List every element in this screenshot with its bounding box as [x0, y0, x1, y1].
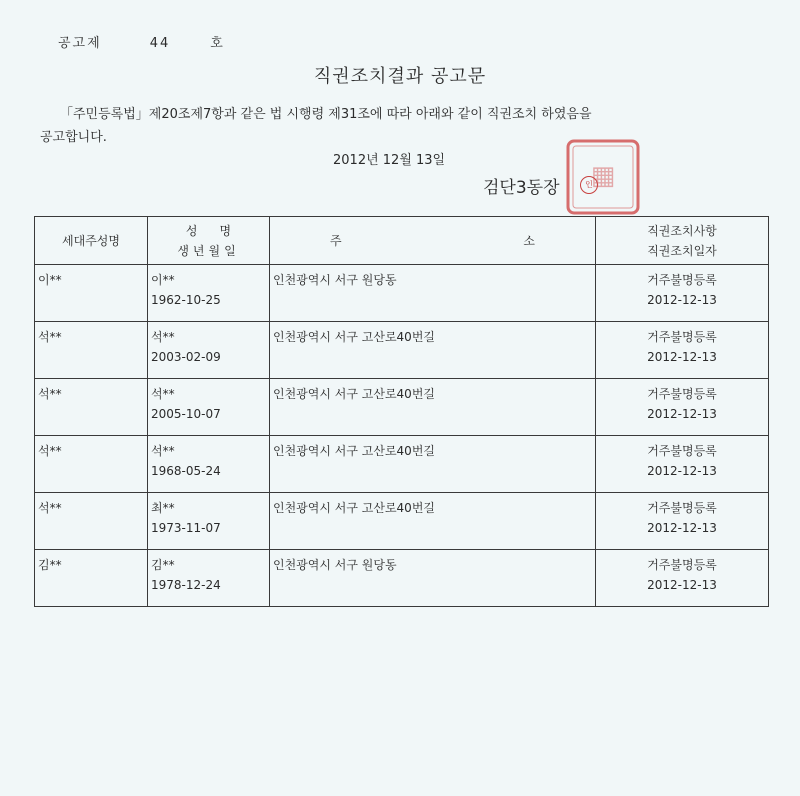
- col-head-date: 직권조치일자: [647, 243, 717, 258]
- col-head-householder: 세대주성명: [35, 217, 148, 265]
- address-cell: 인천광역시 서구 고산로40번길: [273, 330, 436, 344]
- table-row: [35, 265, 769, 322]
- name-dob-cell: 최** 1973-11-07: [151, 501, 221, 535]
- svg-text:▦: ▦: [590, 161, 616, 191]
- issuer-name: 검단3동장: [483, 178, 560, 198]
- action-date-cell: 거주불명등록 2012-12-13: [647, 444, 717, 478]
- address-cell: 인천광역시 서구 원당동: [273, 273, 397, 287]
- action-date-cell: 거주불명등록 2012-12-13: [647, 501, 717, 535]
- address-cell: 인천광역시 서구 고산로40번길: [273, 387, 436, 401]
- table-row: [35, 322, 769, 379]
- address-cell: 인천광역시 서구 고산로40번길: [273, 444, 436, 458]
- official-seal: [565, 138, 641, 216]
- notice-body-line-1: 「주민등록법」제20조제7항과 같은 법 시행령 제31조에 따라 아래와 같이 직권조치 하였음을: [60, 107, 592, 122]
- householder-cell: 김**: [38, 558, 62, 572]
- action-date-cell: 거주불명등록 2012-12-13: [647, 330, 717, 364]
- col-head-action-date: [596, 217, 769, 265]
- name-dob-cell: 석** 2005-10-07: [151, 387, 221, 421]
- notice-number: 44: [149, 36, 171, 51]
- table-row: [35, 436, 769, 493]
- table-row: [35, 550, 769, 607]
- col-head-action: 직권조치사항: [647, 223, 717, 238]
- table-header-row: [35, 217, 769, 265]
- name-dob-cell: 김** 1978-12-24: [151, 558, 221, 592]
- name-dob-cell: 석** 1968-05-24: [151, 444, 221, 478]
- householder-cell: 석**: [38, 444, 62, 458]
- name-dob-cell: 이** 1962-10-25: [151, 273, 221, 307]
- issuer-seal-mark: 인: [580, 176, 598, 194]
- householder-cell: 이**: [38, 273, 62, 287]
- document-title: 직권조치결과 공고문: [313, 66, 487, 87]
- address-cell: 인천광역시 서구 고산로40번길: [273, 501, 436, 515]
- table-row: [35, 379, 769, 436]
- name-dob-cell: 석** 2003-02-09: [151, 330, 221, 364]
- householder-cell: 석**: [38, 501, 62, 515]
- notice-date: 2012년 12월 13일: [333, 153, 446, 168]
- col-head-name-dob: [148, 217, 270, 265]
- col-head-name: 성명: [185, 223, 254, 238]
- notice-suffix: 호: [210, 36, 225, 51]
- col-head-dob: 생년월일: [177, 243, 240, 258]
- action-date-cell: 거주불명등록 2012-12-13: [647, 558, 717, 592]
- notice-label: 공고제: [58, 36, 102, 51]
- col-head-address: 주 소: [270, 217, 596, 265]
- action-date-cell: 거주불명등록 2012-12-13: [647, 273, 717, 307]
- result-table: [34, 216, 769, 607]
- notice-body-line-2: 공고합니다.: [40, 130, 107, 145]
- action-date-cell: 거주불명등록 2012-12-13: [647, 387, 717, 421]
- notice-number-line: [58, 32, 225, 51]
- householder-cell: 석**: [38, 330, 62, 344]
- householder-cell: 석**: [38, 387, 62, 401]
- address-cell: 인천광역시 서구 원당동: [273, 558, 397, 572]
- table-row: [35, 493, 769, 550]
